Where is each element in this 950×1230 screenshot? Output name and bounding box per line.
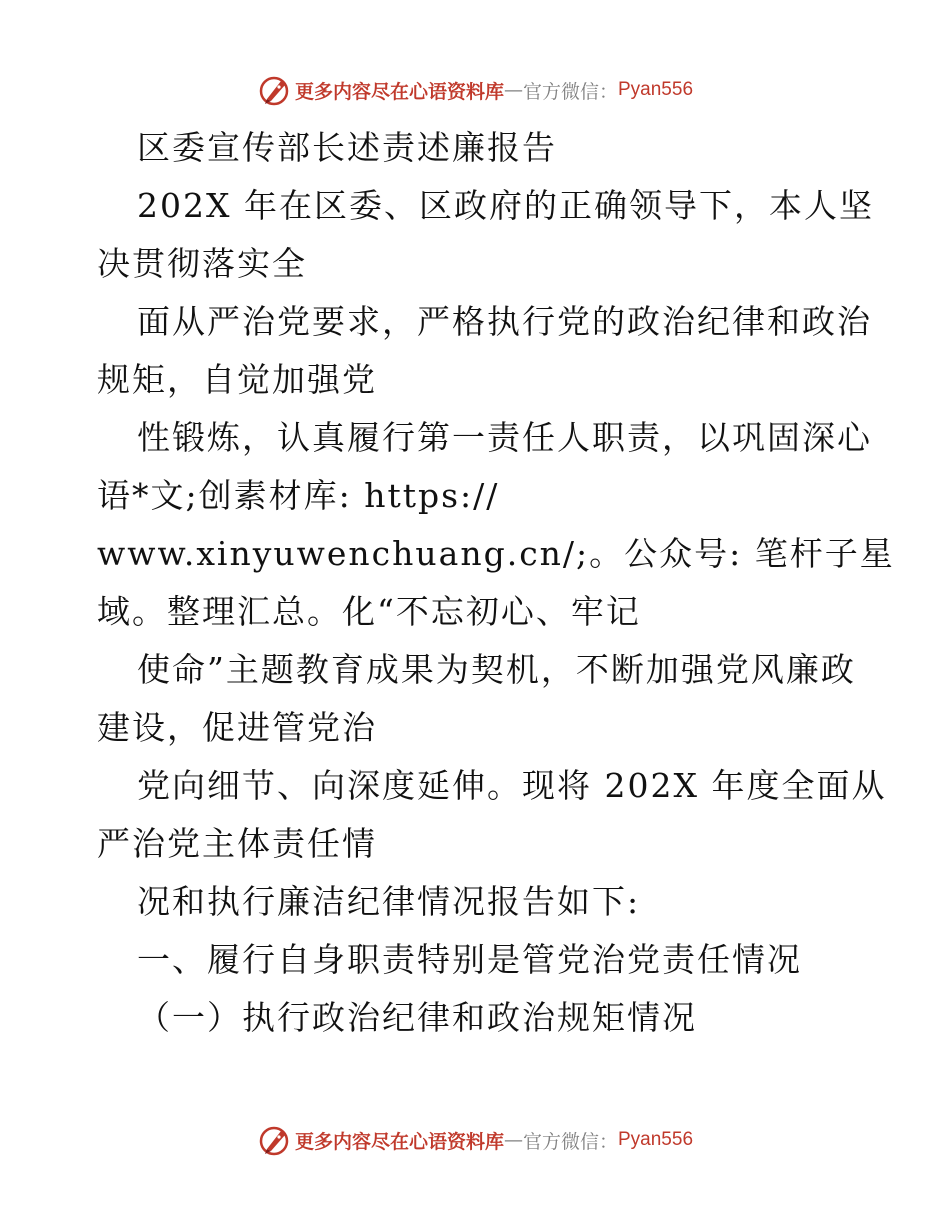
paragraph-line: 规矩，自觉加强党 [97, 360, 377, 399]
banner-text: 更多内容尽在心语资料库 [294, 80, 504, 103]
subsection-heading: （一）执行政治纪律和政治规矩情况 [137, 998, 697, 1037]
paragraph-line: 严治党主体责任情 [97, 824, 377, 863]
paragraph-line: 域。整理汇总。化“不忘初心、牢记 [97, 592, 641, 631]
banner-wechat-label: 官方微信： [522, 80, 618, 103]
paragraph-line: 建设，促进管党治 [97, 708, 377, 747]
banner-wechat-id: Pyan556 [618, 79, 694, 100]
banner-text: 更多内容尽在心语资料库 [294, 1130, 504, 1153]
paragraph-line: 202X 年在区委、区政府的正确领导下，本人坚 [137, 186, 874, 225]
paragraph-line: 使命”主题教育成果为契机，不断加强党风廉政 [137, 650, 856, 689]
banner-wechat-id: Pyan556 [618, 1129, 694, 1150]
banner-separator: — [503, 79, 523, 101]
section-heading: 一、履行自身职责特别是管党治党责任情况 [137, 940, 802, 979]
footer-banner [0, 1120, 950, 1160]
banner-wechat-label: 官方微信： [522, 1130, 618, 1153]
paragraph-line: 决贯彻落实全 [97, 244, 307, 283]
pen-nib-logo-icon [257, 1123, 291, 1157]
paragraph-line: www.xinyuwenchuang.cn/;。公众号: 笔杆子星 [97, 534, 895, 573]
document-title: 区委宣传部长述责述廉报告 [137, 128, 557, 167]
header-banner [0, 70, 950, 110]
paragraph-line: 性锻炼，认真履行第一责任人职责，以巩固深心 [137, 418, 872, 457]
paragraph-line: 党向细节、向深度延伸。现将 202X 年度全面从 [137, 766, 887, 805]
paragraph-line: 况和执行廉洁纪律情况报告如下: [137, 882, 641, 921]
banner-separator: — [503, 1129, 523, 1151]
pen-nib-logo-icon [257, 73, 291, 107]
paragraph-line: 面从严治党要求，严格执行党的政治纪律和政治 [137, 302, 872, 341]
paragraph-line: 语*文;创素材库: https:// [97, 476, 500, 515]
